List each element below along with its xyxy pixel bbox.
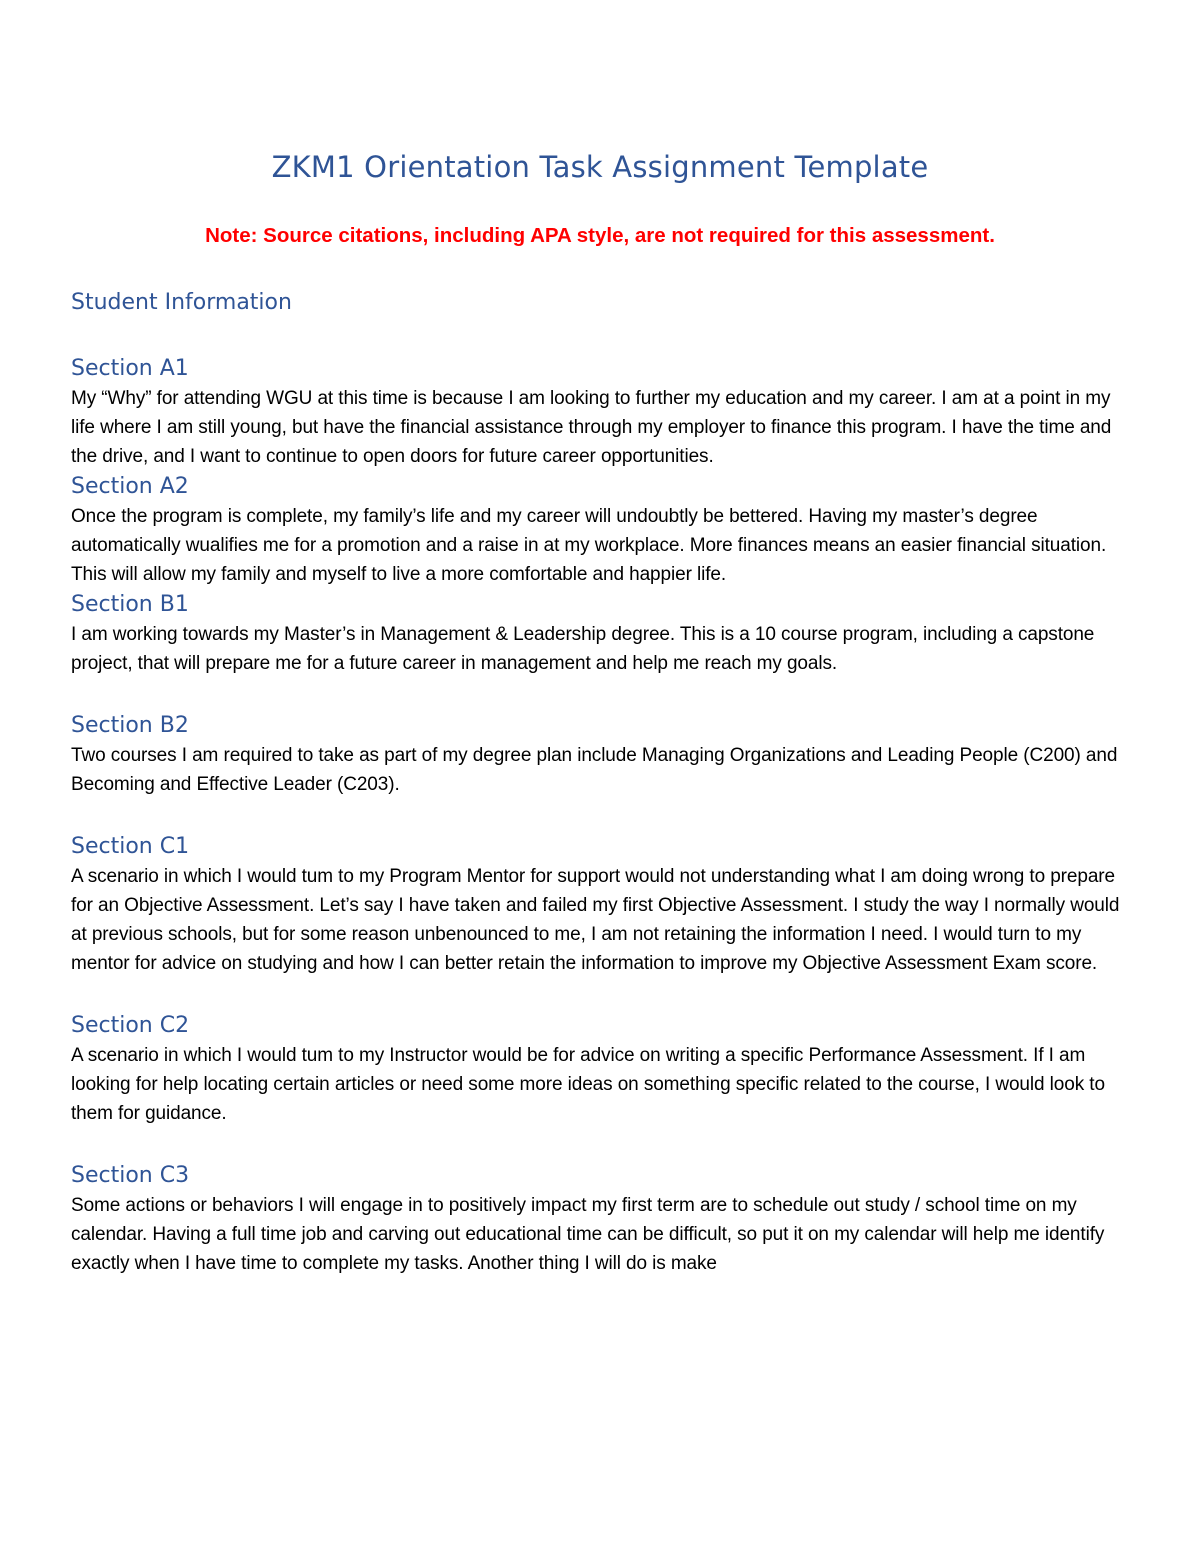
section-b2 — [71, 710, 1133, 799]
section-c3-heading: Section C3 — [71, 1163, 190, 1188]
document-title: ZKM1 Orientation Task Assignment Template — [271, 150, 929, 184]
assessment-note: Note: Source citations, including APA style, are not required for this assessment. — [205, 224, 995, 247]
section-a1-heading: Section A1 — [71, 356, 189, 381]
section-b2-heading: Section B2 — [71, 713, 189, 738]
section-c2 — [71, 1010, 1133, 1128]
section-c2-heading: Section C2 — [71, 1013, 190, 1038]
section-b2-body: Two courses I am required to take as part of my degree plan include Managing Organizations and Leading People (C200) and Becoming and Effective Leader (C203). — [71, 745, 1118, 795]
document-content — [71, 286, 1133, 1278]
section-a2 — [71, 471, 1133, 589]
section-a2-body: Once the program is complete, my family’s life and my career will undoubtly be bettered. Having my master’s degree automatically wualifies me for a promotion and a raise in at my workplace. More finances means an easier financial situation. This will allow my family and myself to live a more comfortable and happier life. — [71, 506, 1107, 585]
student-information-heading: Student Information — [71, 290, 292, 315]
section-a2-heading: Section A2 — [71, 474, 189, 499]
section-b1-heading: Section B1 — [71, 592, 189, 617]
section-a1-body: My “Why” for attending WGU at this time is because I am looking to further my education and my career. I am at a point in my life where I am still young, but have the financial assistance through my employer to finance this program. I have the time and the drive, and I want to continue to open doors for future career opportunities. — [71, 388, 1112, 467]
section-c3 — [71, 1160, 1133, 1278]
section-c1 — [71, 831, 1133, 978]
section-c3-body: Some actions or behaviors I will engage in to positively impact my first term are to schedule out study / school time on my calendar. Having a full time job and carving out educational time can be difficult, so put it on my calendar will help me identify exactly when I have time to complete my tasks. Another thing I will do is make — [71, 1195, 1105, 1274]
section-c1-body: A scenario in which I would tum to my Program Mentor for support would not understanding what I am doing wrong to prepare for an Objective Assessment. Let’s say I have taken and failed my first Objective Assessment. I study the way I normally would at previous schools, but for some reason unbenounced to me, I am not retaining the information I need. I would turn to my mentor for advice on studying and how I can better retain the information to improve my Objective Assessment Exam score. — [71, 866, 1120, 974]
section-b1-body: I am working towards my Master’s in Management & Leadership degree. This is a 10 course program, including a capstone project, that will prepare me for a future career in management and help me reach my goals. — [71, 624, 1095, 674]
section-b1 — [71, 589, 1133, 678]
section-c1-heading: Section C1 — [71, 834, 190, 859]
section-a1 — [71, 353, 1133, 471]
section-c2-body: A scenario in which I would tum to my Instructor would be for advice on writing a specific Performance Assessment. If I am looking for help locating certain articles or need some more ideas on something specific related to the course, I would look to them for guidance. — [71, 1045, 1105, 1124]
